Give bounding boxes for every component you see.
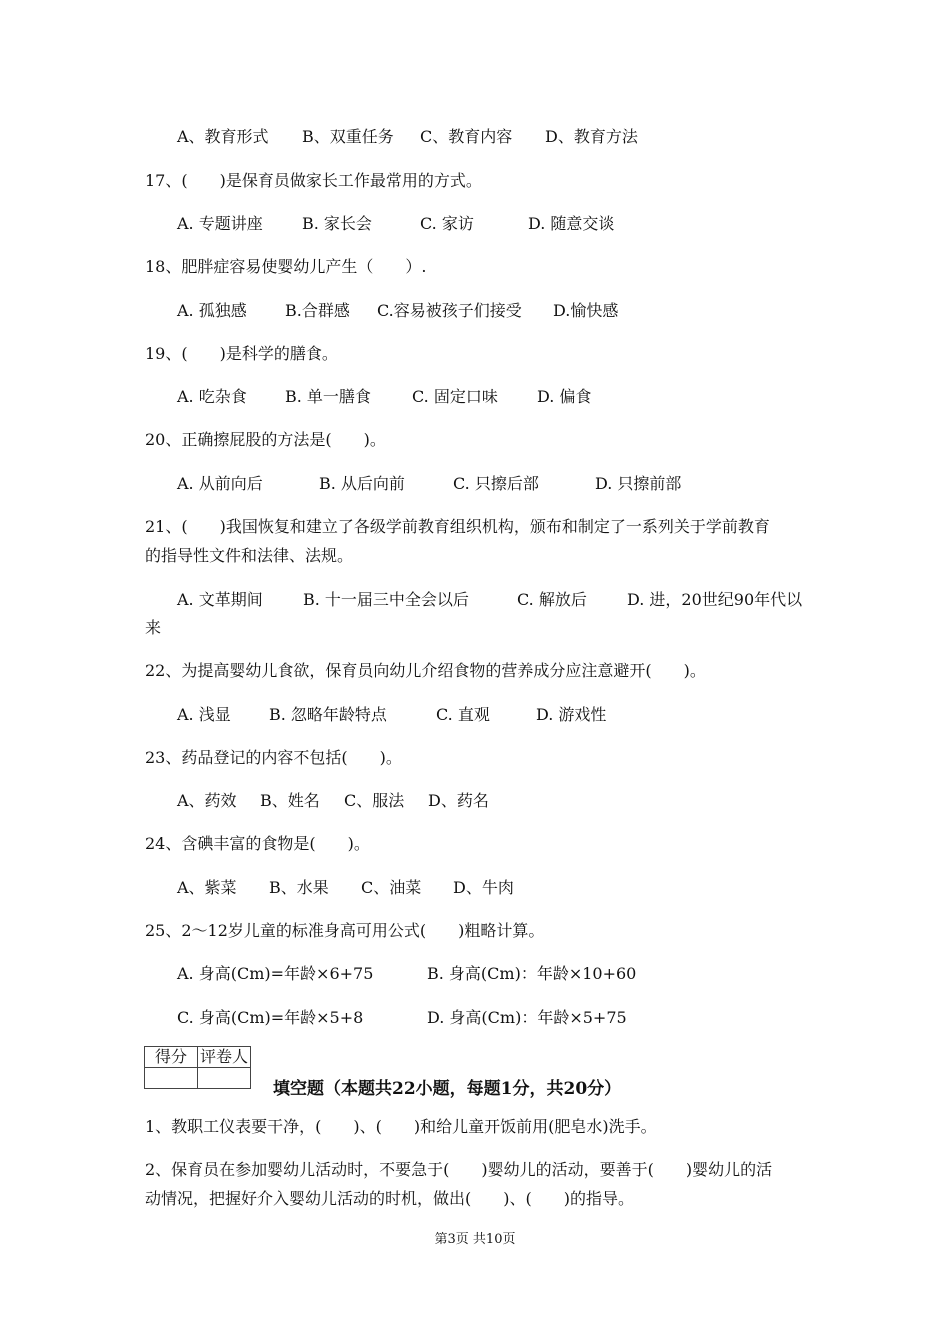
- q18-stem: 18、肥胖症容易使婴幼儿产生（ ）.: [145, 257, 427, 276]
- score-cell: [145, 1068, 198, 1089]
- q17-option-d: D. 随意交谈: [528, 214, 615, 233]
- q19-option-d: D. 偏食: [537, 387, 592, 406]
- q19-option-c: C. 固定口味: [412, 387, 498, 406]
- q22-option-d: D. 游戏性: [536, 705, 607, 724]
- q24-stem: 24、含碘丰富的食物是( )。: [145, 834, 370, 853]
- q22-option-b: B. 忽略年龄特点: [269, 705, 387, 724]
- q24-option-c: C、油菜: [361, 878, 422, 897]
- q23-option-c: C、服法: [344, 791, 405, 810]
- q18-option-c: C.容易被孩子们接受: [377, 301, 522, 320]
- section-title: 填空题（本题共22小题，每题1分，共20分）: [273, 1079, 622, 1099]
- page-footer: 第3页 共10页: [434, 1232, 516, 1247]
- q21-option-a: A. 文革期间: [177, 590, 263, 609]
- q19-option-b: B. 单一膳食: [285, 387, 371, 406]
- q21-stem-line2: 的指导性文件和法律、法规。: [145, 546, 354, 565]
- q20-stem: 20、正确擦屁股的方法是( )。: [145, 430, 386, 449]
- q24-option-d: D、牛肉: [453, 878, 514, 897]
- q21-option-b: B. 十一届三中全会以后: [303, 590, 469, 609]
- q17-stem: 17、( )是保育员做家长工作最常用的方式。: [145, 171, 482, 190]
- q20-option-b: B. 从后向前: [319, 474, 405, 493]
- fill2-line2: 动情况，把握好介入婴幼儿活动的时机，做出( )、( )的指导。: [145, 1189, 634, 1208]
- q22-stem: 22、为提高婴幼儿食欲，保育员向幼儿介绍食物的营养成分应注意避开( )。: [145, 661, 706, 680]
- q21-option-c: C. 解放后: [517, 590, 587, 609]
- score-label: 得分: [145, 1047, 198, 1068]
- q21-option-d: D. 进，20世纪90年代以: [627, 590, 803, 609]
- q16-option-a: A、教育形式: [177, 127, 269, 146]
- q18-option-a: A. 孤独感: [177, 301, 247, 320]
- grader-cell: [198, 1068, 251, 1089]
- fill2-line1: 2、保育员在参加婴幼儿活动时，不要急于( )婴幼儿的活动，要善于( )婴幼儿的活: [145, 1160, 773, 1179]
- q16-option-d: D、教育方法: [545, 127, 638, 146]
- q17-option-b: B. 家长会: [302, 214, 372, 233]
- q17-option-c: C. 家访: [420, 214, 474, 233]
- q22-option-c: C. 直观: [436, 705, 490, 724]
- q25-option-b: B. 身高(Cm)：年龄×10+60: [427, 964, 637, 983]
- q25-option-c: C. 身高(Cm)=年龄×5+8: [177, 1008, 364, 1027]
- q25-option-a: A. 身高(Cm)=年龄×6+75: [177, 964, 374, 983]
- q18-option-b: B.合群感: [285, 301, 350, 320]
- q16-option-c: C、教育内容: [420, 127, 513, 146]
- q21-stem-line1: 21、( )我国恢复和建立了各级学前教育组织机构，颁布和制定了一系列关于学前教育: [145, 517, 770, 536]
- q25-option-d: D. 身高(Cm)：年龄×5+75: [427, 1008, 627, 1027]
- q24-option-b: B、水果: [269, 878, 329, 897]
- q20-option-a: A. 从前向后: [177, 474, 263, 493]
- fill1-text: 1、教职工仪表要干净，( )、( )和给儿童开饭前用(肥皂水)洗手。: [145, 1117, 657, 1136]
- grader-label: 评卷人: [198, 1047, 251, 1068]
- q20-option-c: C. 只擦后部: [453, 474, 539, 493]
- q22-option-a: A. 浅显: [177, 705, 231, 724]
- q19-stem: 19、( )是科学的膳食。: [145, 344, 338, 363]
- q23-option-d: D、药名: [428, 791, 489, 810]
- q20-option-d: D. 只擦前部: [595, 474, 682, 493]
- q21-option-continuation: 来: [145, 618, 162, 637]
- q23-stem: 23、药品登记的内容不包括( )。: [145, 748, 402, 767]
- q19-option-a: A. 吃杂食: [177, 387, 247, 406]
- score-box: [144, 1046, 251, 1089]
- q23-option-a: A、药效: [177, 791, 237, 810]
- q16-option-b: B、双重任务: [302, 127, 394, 146]
- q17-option-a: A. 专题讲座: [177, 214, 263, 233]
- q18-option-d: D.愉快感: [553, 301, 619, 320]
- q25-stem: 25、2～12岁儿童的标准身高可用公式( )粗略计算。: [145, 921, 545, 940]
- q23-option-b: B、姓名: [260, 791, 320, 810]
- q24-option-a: A、紫菜: [177, 878, 237, 897]
